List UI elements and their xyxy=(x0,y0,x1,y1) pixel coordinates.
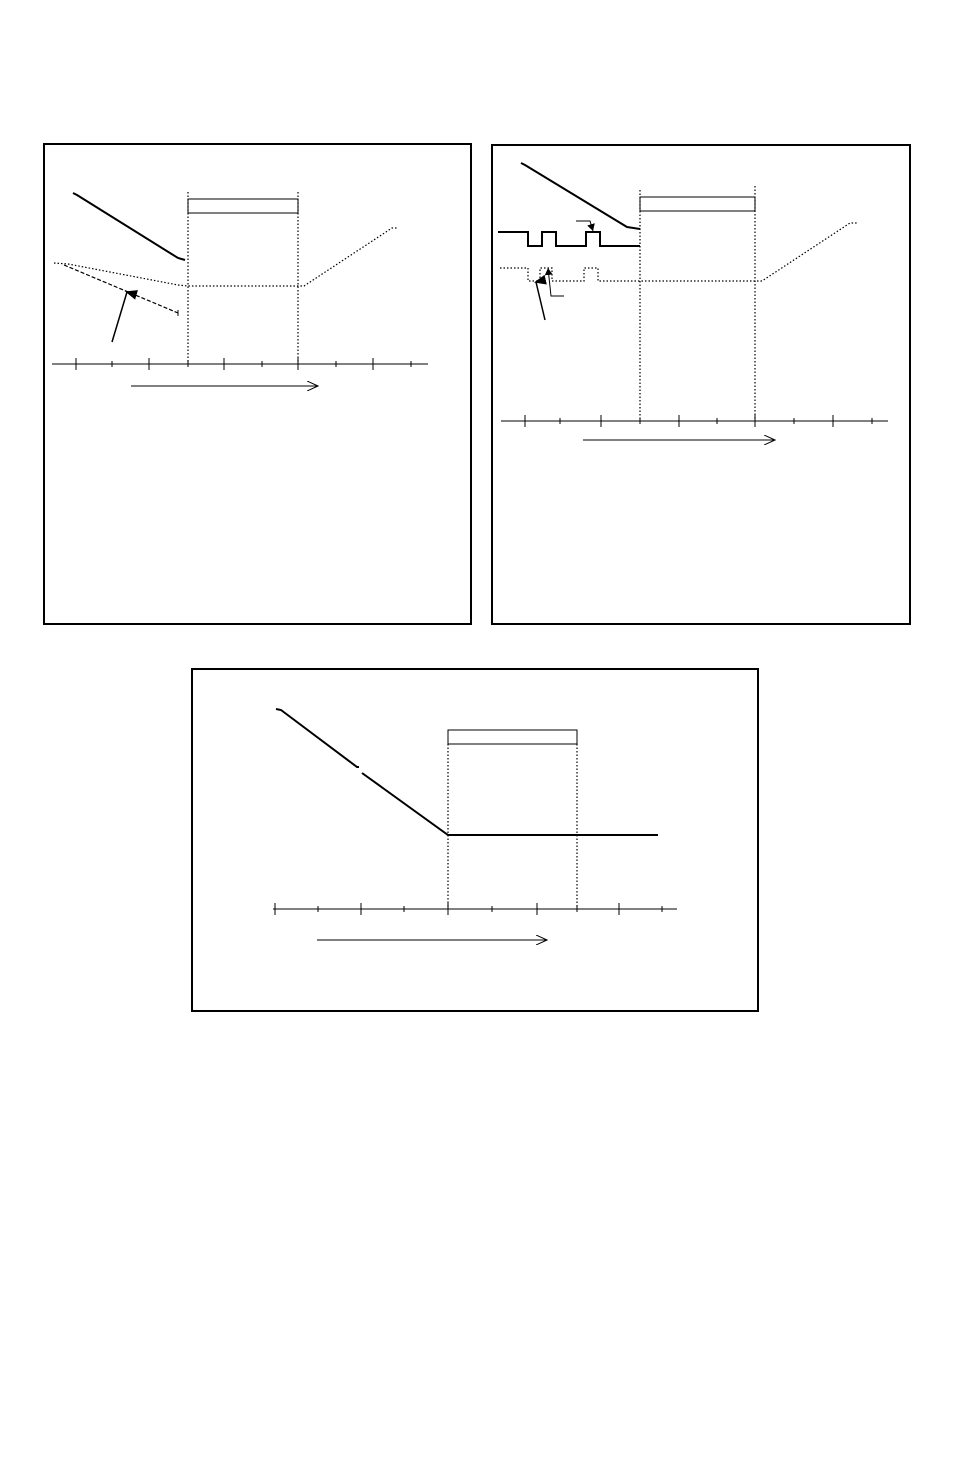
panel-a-solid-curve xyxy=(73,193,185,260)
panel-a-hold-box xyxy=(188,199,298,213)
panel-c-graph xyxy=(273,709,677,940)
panel-c-solid-curve-lower xyxy=(362,773,658,835)
panel-b-callout-mid xyxy=(548,268,564,296)
panel-a-dashed-line xyxy=(64,265,178,313)
panel-a-graph xyxy=(52,192,428,386)
panel-b-solid-pulses xyxy=(498,232,640,246)
panel-b-hold-box xyxy=(640,197,755,211)
panel-b-callout-top xyxy=(576,221,593,231)
panel-b-solid-curve xyxy=(521,163,640,229)
panel-b-pointer-arrow xyxy=(536,282,545,320)
panel-a-pointer-arrow xyxy=(112,292,127,342)
panel-c-solid-curve-upper xyxy=(276,709,359,767)
panel-c-hold-box xyxy=(448,730,577,744)
panel-b-graph xyxy=(498,163,888,440)
panel-a-dotted-curve xyxy=(54,228,397,286)
